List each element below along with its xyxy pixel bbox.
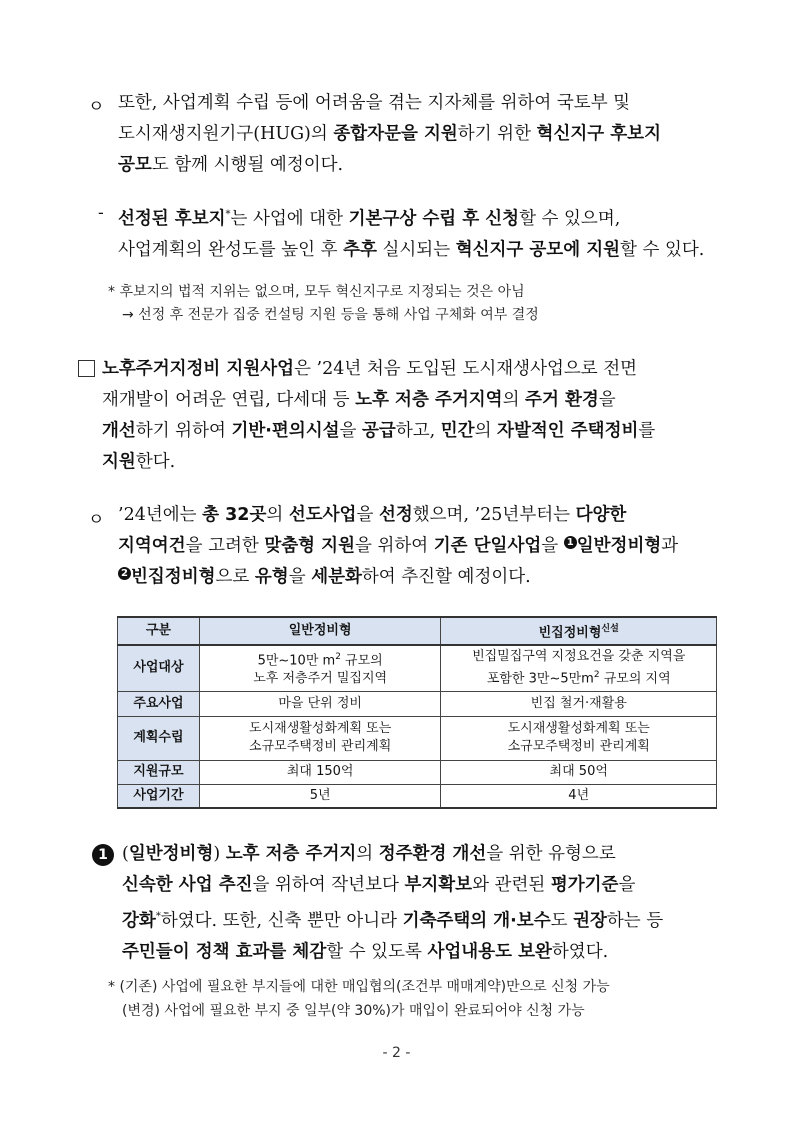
- row-label: 사업대상: [118, 645, 200, 691]
- circled-number-2-icon: 2: [118, 567, 131, 580]
- footnote-candidate-status: * 후보지의 법적 지위는 없으며, 모두 혁신지구로 지정되는 것은 아님: [108, 284, 525, 300]
- table-cell: 5만~10만 $m^2$ 규모의 노후 저층주거 밀집지역: [199, 645, 441, 691]
- page-number: - 2 -: [382, 1045, 411, 1061]
- row-label: 계획수립: [118, 716, 200, 760]
- comparison-table: [117, 616, 717, 809]
- section3-line3: 개선하기 위하여 기반·편의시설을 공급하고, 민간의 자발적인 주택정비를: [102, 421, 656, 441]
- section3-line2: 재개발이 어려운 연립, 다세대 등 노후 저층 주거지역의 주거 환경을: [102, 390, 616, 410]
- table-cell: 마을 단위 정비: [199, 691, 441, 716]
- table-cell: 4년: [441, 784, 717, 808]
- footnote-candidate-consulting: → 선정 후 전문가 집중 컨설팅 지원 등을 통해 사업 구체화 여부 결정: [122, 307, 539, 323]
- table-row: [118, 691, 717, 716]
- section5-line4: 주민들이 정책 효과를 체감할 수 있도록 사업내용도 보완하였다.: [122, 941, 609, 962]
- circle-bullet-icon: ㅇ: [88, 510, 105, 530]
- table-cell: 빈집밀집구역 지정요건을 갖춘 지역을 포함한 3만~5만$m^2$ 규모의 지역: [441, 645, 717, 691]
- filled-circle-number-1-icon: 1: [92, 844, 114, 866]
- section2-line2: 사업계획의 완성도를 높인 후 추후 실시되는 혁신지구 공모에 지원할 수 있다.: [118, 239, 705, 260]
- section5-line3: 강화*하였다. 또한, 신축 뿐만 아니라 기축주택의 개·보수도 권장하는 등: [122, 910, 664, 931]
- table-row: [118, 716, 717, 760]
- row-label: 주요사업: [118, 691, 200, 716]
- footnote-criteria-before: * (기존) 사업에 필요한 부지들에 대한 매입협의(조건부 매매계약)만으로 신청 가능: [108, 979, 610, 995]
- table-row: [118, 645, 717, 691]
- section5-line1: (일반정비형) 노후 저층 주거지의 정주환경 개선을 위한 유형으로: [122, 844, 616, 864]
- row-label: 지원규모: [118, 760, 200, 784]
- section1-line1: 또한, 사업계획 수립 등에 어려움을 겪는 지자체를 위하여 국토부 및: [118, 93, 631, 113]
- section2-paragraph: [118, 199, 718, 266]
- circled-number-1-icon: 1: [564, 536, 577, 549]
- section1-paragraph: [118, 88, 718, 181]
- section3-line1: 노후주거지정비 지원사업은 ’24년 처음 도입된 도시재생사업으로 전면: [102, 359, 638, 379]
- section3-paragraph: [102, 354, 718, 478]
- table-header-general: 일반정비형: [199, 617, 441, 645]
- table-header-category: 구분: [118, 617, 200, 645]
- circle-bullet-icon: ㅇ: [88, 97, 105, 117]
- table-cell: 최대 150억: [199, 760, 441, 784]
- table-cell: 도시재생활성화계획 또는 소규모주택정비 관리계획: [199, 716, 441, 760]
- section1-line3: 공모도 함께 시행될 예정이다.: [118, 155, 344, 175]
- table-cell: 최대 50억: [441, 760, 717, 784]
- section3-line4: 지원한다.: [102, 452, 176, 472]
- dash-bullet: -: [98, 203, 104, 223]
- section2-line1: 선정된 후보지*는 사업에 대한 기본구상 수립 후 신청할 수 있으며,: [118, 208, 621, 229]
- section4-line2: 지역여건을 고려한 맞춤형 지원을 위하여 기존 단일사업을 1 일반정비형과: [118, 536, 679, 556]
- row-label: 사업기간: [118, 784, 200, 808]
- section5-line2: 신속한 사업 추진을 위하여 작년보다 부지확보와 관련된 평가기준을: [122, 875, 636, 895]
- section5-paragraph: [122, 839, 718, 968]
- section1-line2: 도시재생지원기구(HUG)의 종합자문을 지원하기 위한 혁신지구 후보지: [118, 124, 661, 144]
- table-row: [118, 784, 717, 808]
- checkbox-square-icon: [78, 360, 95, 377]
- table-header-vacant: 빈집정비형$^{신설}$: [441, 617, 717, 645]
- section4-paragraph: [118, 500, 718, 593]
- section4-line3: 2 빈집정비형으로 유형을 세분화하여 추진할 예정이다.: [118, 562, 718, 593]
- table-row: [118, 760, 717, 784]
- table-cell: 빈집 철거·재활용: [441, 691, 717, 716]
- section4-line1: ’24년에는 총 32곳의 선도사업을 선정했으며, ’25년부터는 다양한: [118, 505, 627, 525]
- footnote-criteria-after: (변경) 사업에 필요한 부지 중 일부(약 30%)가 매입이 완료되어야 신청 가능: [122, 1003, 585, 1019]
- table-header-row: [118, 617, 717, 645]
- table-cell: 5년: [199, 784, 441, 808]
- table-cell: 도시재생활성화계획 또는 소규모주택정비 관리계획: [441, 716, 717, 760]
